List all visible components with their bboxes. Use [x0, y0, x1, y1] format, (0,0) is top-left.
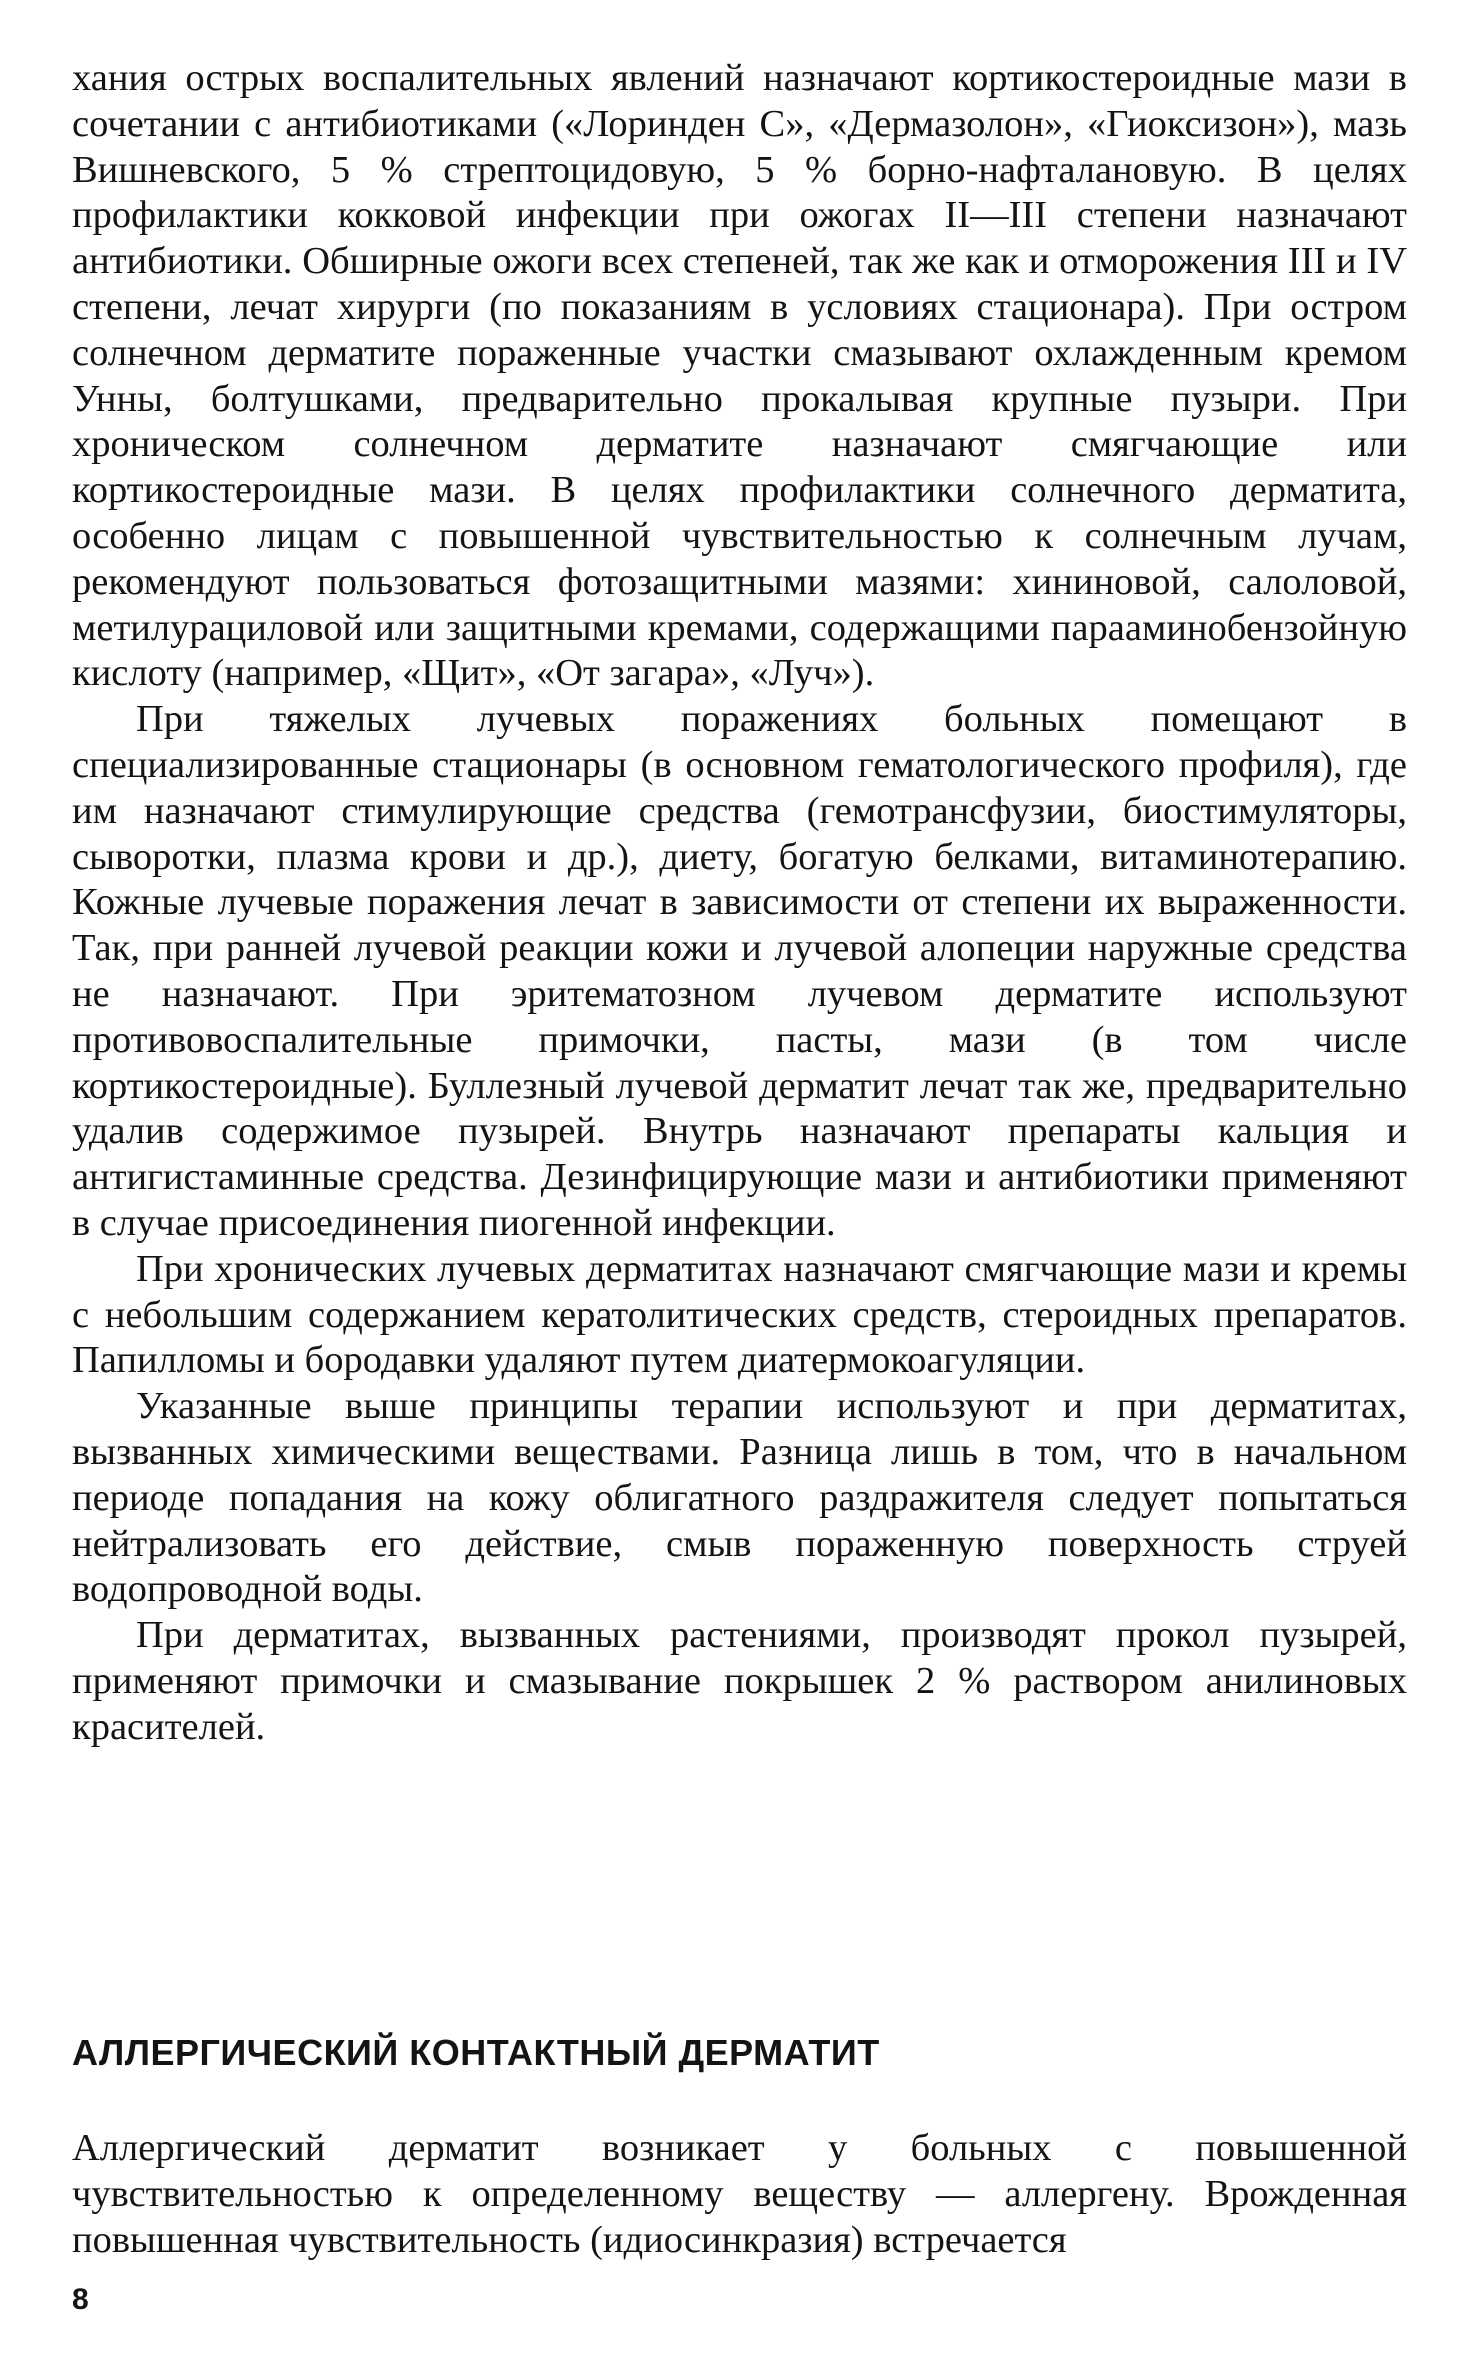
section-body	[72, 2126, 1407, 2263]
page-body	[72, 56, 1407, 1750]
paragraph-chronic-radiation-dermatitis: При хронических лучевых дерматитах назначают смягчающие мази и кремы с небольшим содержанием кератолитических средств, стероидных препаратов. Папилломы и бородавки удаляют путем диатермокоагуляции.	[72, 1247, 1407, 1382]
paragraph-allergic-dermatitis-intro: Аллергический дерматит возникает у больных с повышенной чувствительностью к определенному веществу — аллергену. Врожденная повышенная чувствительность (идиосинкразия) встречается	[72, 2127, 1407, 2261]
paragraph-chemical-dermatitis: Указанные выше принципы терапии используют и при дерматитах, вызванных химическими веществами. Разница лишь в том, что в начальном периоде попадания на кожу облигатного раздражителя следует попытаться нейтрализовать его действие, смыв пораженную поверхность струей водопроводной воды.	[72, 1385, 1407, 1611]
paragraph-plant-dermatitis: При дерматитах, вызванных растениями, производят прокол пузырей, применяют примочки и смазывание покрышек 2 % раствором анилиновых красителей.	[72, 1614, 1407, 1748]
paragraph-thermal-solar-treatment: хания острых воспалительных явлений назначают кортикостероидные мази в сочетании с антибиотиками («Лоринден С», «Дермазолон», «Гиоксизон»), мазь Вишневского, 5 % стрептоцидовую, 5 % борно-нафталановую. В целях профилактики кокковой инфекции при ожогах II—III степени назначают антибиотики. Обширные ожоги всех степеней, так же как и отморожения III и IV степени, лечат хирурги (по показаниям в условиях стационара). При остром солнечном дерматите пораженные участки смазывают охлажденным кремом Унны, болтушками, предварительно прокалывая крупные пузыри. При хроническом солнечном дерматите назначают смягчающие или кортикостероидные мази. В целях профилактики солнечного дерматита, особенно лицам с повышенной чувствительностью к солнечным лучам, рекомендуют пользоваться фотозащитными мазями: хининовой, салоловой, метилурациловой или защитными кремами, содержащими парааминобензойную кислоту (например, «Щит», «От загара», «Луч»).	[72, 57, 1407, 695]
paragraph-radiation-lesions: При тяжелых лучевых поражениях больных помещают в специализированные стационары (в основном гематологического профиля), где им назначают стимулирующие средства (гемотрансфузии, биостимуляторы, сыворотки, плазма крови и др.), диету, богатую белками, витаминотерапию. Кожные лучевые поражения лечат в зависимости от степени их выраженности. Так, при ранней лучевой реакции кожи и лучевой алопеции наружные средства не назначают. При эритематозном лучевом дерматите используют противовоспалительные примочки, пасты, мази (в том числе кортикостероидные). Буллезный лучевой дерматит лечат так же, предварительно удалив содержимое пузырей. Внутрь назначают препараты кальция и антигистаминные средства. Дезинфицирующие мази и антибиотики применяют в случае присоединения пиогенной инфекции.	[72, 698, 1407, 1244]
section-heading: АЛЛЕРГИЧЕСКИЙ КОНТАКТНЫЙ ДЕРМАТИТ	[72, 2032, 880, 2073]
page-number: 8	[72, 2283, 89, 2316]
